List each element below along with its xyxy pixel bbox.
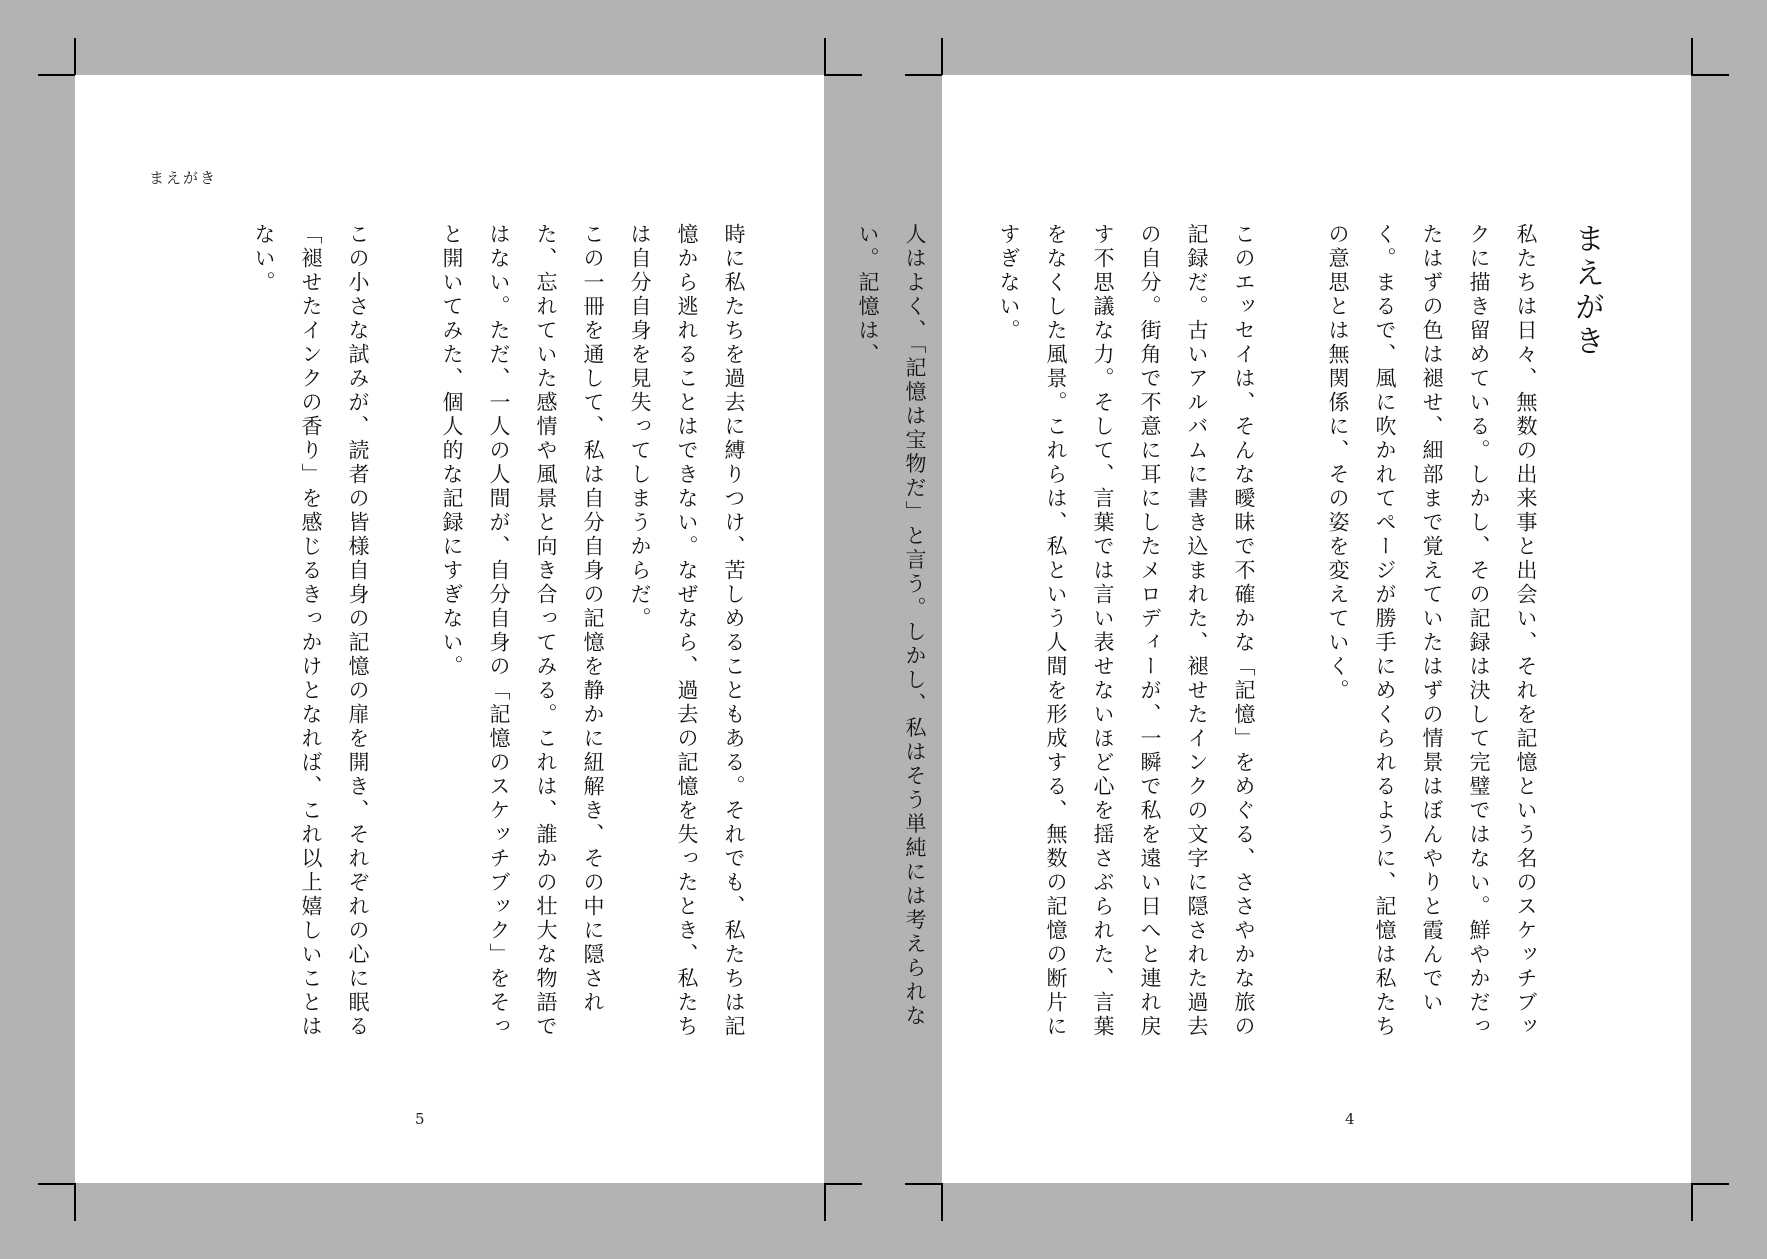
paragraph: この一冊を通して、私は自分自身の記憶を静かに紐解き、その中に隠された、忘れていた感情や風景と向き合ってみる。これは、誰かの壮大な物語ではない。ただ、一人の人間が、自分自身の「記憶のスケッチブック」をそっと開いてみた、個人的な記録にすぎない。 bbox=[440, 223, 605, 1039]
crop-mark bbox=[1691, 1183, 1729, 1185]
crop-mark bbox=[824, 1183, 862, 1185]
crop-mark bbox=[1691, 38, 1693, 75]
running-head: まえがき bbox=[149, 169, 218, 187]
crop-mark bbox=[941, 38, 943, 75]
paragraph: このエッセイは、そんな曖昧で不確かな「記憶」をめぐる、ささやかな旅の記録だ。古いアルバムに書き込まれた、褪せたインクの文字に隠された過去の自分。街角で不意に耳にしたメロディーが、一瞬で私を遠い日へと連れ戻す不思議な力。そして、言葉では言い表せないほど心を揺さぶられた、言葉をなくした風景。これらは、私という人間を形成する、無数の記憶の断片にすぎない。 bbox=[997, 223, 1256, 1039]
paragraph: 私たちは日々、無数の出来事と出会い、それを記憶という名のスケッチブックに描き留めている。しかし、その記録は決して完璧ではない。鮮やかだったはずの色は褪せ、細部まで覚えていたはずの情景はぼんやりと霞んでいく。まるで、風に吹かれてページが勝手にめくられるように、記憶は私たちの意思とは無関係に、その姿を変えていく。 bbox=[1326, 223, 1538, 1039]
crop-mark bbox=[905, 74, 942, 76]
crop-mark bbox=[38, 1183, 75, 1185]
page-number: 5 bbox=[415, 1110, 425, 1128]
crop-mark bbox=[1691, 1183, 1693, 1221]
crop-mark bbox=[941, 1183, 943, 1221]
paragraph: 人はよく、「記憶は宝物だ」と言う。しかし、私はそう単純には考えられない。記憶は、 bbox=[856, 223, 927, 1029]
chapter-title: まえがき bbox=[1569, 223, 1604, 359]
crop-mark bbox=[1691, 74, 1729, 76]
page-number: 4 bbox=[1345, 1110, 1355, 1128]
paragraph: 時に私たちを過去に縛りつけ、苦しめることもある。それでも、私たちは記憶から逃れることはできない。なぜなら、過去の記憶を失ったとき、私たちは自分自身を見失ってしまうからだ。 bbox=[628, 223, 746, 1039]
paragraph: この小さな試みが、読者の皆様自身の記憶の扉を開き、それぞれの心に眠る「褪せたインクの香り」を感じるきっかけとなれば、これ以上嬉しいことはない。 bbox=[252, 223, 370, 1039]
page-5 bbox=[75, 75, 824, 1183]
crop-mark bbox=[824, 38, 826, 75]
page-4 bbox=[856, 75, 1691, 1183]
crop-mark bbox=[905, 1183, 942, 1185]
crop-mark bbox=[824, 1183, 826, 1221]
crop-mark bbox=[74, 38, 76, 75]
crop-mark bbox=[824, 74, 862, 76]
body-text bbox=[252, 223, 757, 1053]
crop-mark bbox=[74, 1183, 76, 1221]
crop-mark bbox=[38, 74, 75, 76]
body-text bbox=[856, 223, 1610, 1053]
